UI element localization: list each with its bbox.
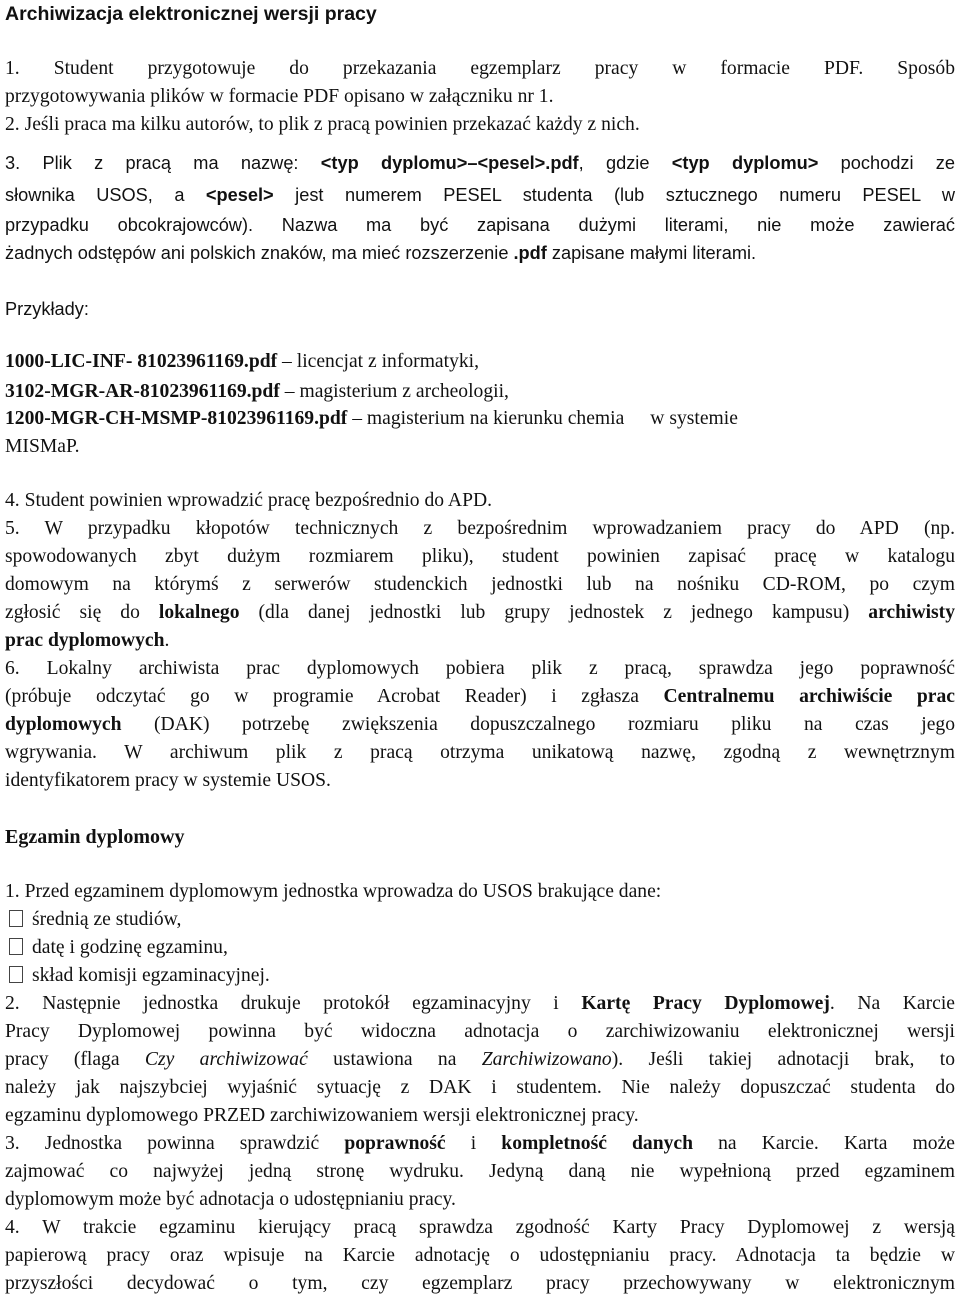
exam-item-4-line-2: papierową pracy oraz wpisuje na Karcie adnotację o udostępnianiu pracy. Adnotacja ta będzie w (5, 1245, 955, 1266)
checkbox-icon (9, 938, 23, 955)
heading-archive: Archiwizacja elektronicznej wersji pracy (5, 3, 377, 25)
list-number: 3. (5, 153, 21, 173)
paragraph-3-line-1: 3. Plik z pracą ma nazwę: <typ dyplomu>–<pesel>.pdf, gdzie <typ dyplomu> pochodzi ze (5, 153, 955, 173)
paragraph-3-line-2: słownika USOS, a <pesel> jest numerem PESEL studenta (lub sztucznego numeru PESEL w (5, 185, 955, 205)
paragraph-5-line-1: 5. W przypadku kłopotów technicznych z bezpośrednim wprowadzaniem pracy do APD (np. (5, 518, 955, 539)
exam-item-3-line-3: dyplomowym może być adnotacja o udostępnianiu pracy. (5, 1189, 456, 1210)
checkbox-icon (9, 966, 23, 983)
paragraph-3-line-4: żadnych odstępów ani polskich znaków, ma mieć rozszerzenie .pdf zapisane małymi literami. (5, 243, 757, 263)
paragraph-6-line-5: identyfikatorem pracy w systemie USOS. (5, 770, 331, 791)
exam-item-4-line-1: 4. W trakcie egzaminu kierujący pracą sprawdza zgodność Karty Pracy Dyplomowej z wersją (5, 1217, 955, 1238)
exam-item-2-line-4: należy jak najszybciej wyjaśnić sytuację z DAK i studentem. Nie należy dopuszczać studenta do (5, 1077, 955, 1098)
exam-item-2-line-1: 2. Następnie jednostka drukuje protokół egzaminacyjny i Kartę Pracy Dyplomowej. Na Karcie (5, 993, 955, 1014)
paragraph-6-line-4: wgrywania. W archiwum plik z pracą otrzyma unikatową nazwę, zgodną z wewnętrznym (5, 742, 955, 763)
paragraph-6-line-3: dyplomowych (DAK) potrzebę zwiększenia dopuszczalnego rozmiaru pliku na czas jego (5, 714, 955, 735)
exam-item-1: 1. Przed egzaminem dyplomowym jednostka wprowadza do USOS brakujące dane: (5, 881, 662, 902)
bullet-item: skład komisji egzaminacyjnej. (5, 963, 955, 989)
heading-exam: Egzamin dyplomowy (5, 826, 185, 848)
exam-item-2-line-3: pracy (flaga Czy archiwizować ustawiona na Zarchiwizowano). Jeśli takiej adnotacji brak, to (5, 1049, 956, 1070)
exam-item-2-line-2: Pracy Dyplomowej powinna być widoczna adnotacja o zarchiwizowaniu elektronicznej wersji (5, 1021, 955, 1042)
paragraph-1-cont: przygotowywania plików w formacie PDF opisano w załączniku nr 1. (5, 86, 554, 107)
examples-label: Przykłady: (5, 299, 89, 319)
example-1: 1000-LIC-INF- 81023961169.pdf – licencjat z informatyki, (5, 351, 480, 372)
paragraph-2: 2. Jeśli praca ma kilku autorów, to plik z pracą powinien przekazać każdy z nich. (5, 114, 640, 135)
paragraph-5-line-3: domowym na którymś z serwerów studenckich jednostki lub na nośniku CD-ROM, po czym (5, 574, 955, 595)
exam-item-4-line-3: przyszłości decydować o tym, czy egzemplarz pracy przechowywany w elektronicznym (5, 1273, 955, 1294)
paragraph-5-line-4: zgłosić się do lokalnego (dla danej jednostki lub grupy jednostek z jednego kampusu) archiwisty (5, 602, 955, 623)
paragraph-3-line-3: przypadku obcokrajowców). Nazwa ma być zapisana dużymi literami, nie może zawierać (5, 215, 955, 235)
paragraph-6-line-1: 6. Lokalny archiwista prac dyplomowych pobiera plik z pracą, sprawdza jego poprawność (5, 658, 955, 679)
bullet-item: średnią ze studiów, (5, 907, 955, 933)
paragraph-6-line-2: (próbuje odczytać go w programie Acrobat Reader) i zgłasza Centralnemu archiwiście prac (5, 686, 955, 707)
paragraph-1: 1. Student przygotowuje do przekazania egzemplarz pracy w formacie PDF. Sposób (5, 58, 955, 79)
paragraph-5-line-5: prac dyplomowych. (5, 630, 170, 651)
example-3-cont: MISMaP. (5, 436, 80, 457)
exam-item-2-line-5: egzaminu dyplomowego PRZED zarchiwizowaniem wersji elektronicznej pracy. (5, 1105, 639, 1126)
paragraph-4: 4. Student powinien wprowadzić pracę bezpośrednio do APD. (5, 490, 493, 511)
bullet-item: datę i godzinę egzaminu, (5, 935, 955, 961)
example-3: 1200-MGR-CH-MSMP-81023961169.pdf – magisterium na kierunku chemia w systemie (5, 408, 738, 429)
paragraph-5-line-2: spowodowanych zbyt dużym rozmiarem pliku), student powinien zapisać pracę w katalogu (5, 546, 955, 567)
exam-item-3-line-1: 3. Jednostka powinna sprawdzić poprawność i kompletność danych na Karcie. Karta może (5, 1133, 956, 1154)
exam-item-3-line-2: zajmować co najwyżej jedną stronę wydruku. Jedyną daną nie wypełnioną przed egzaminem (5, 1161, 955, 1182)
checkbox-icon (9, 910, 23, 927)
example-2: 3102-MGR-AR-81023961169.pdf – magisterium z archeologii, (5, 381, 509, 402)
